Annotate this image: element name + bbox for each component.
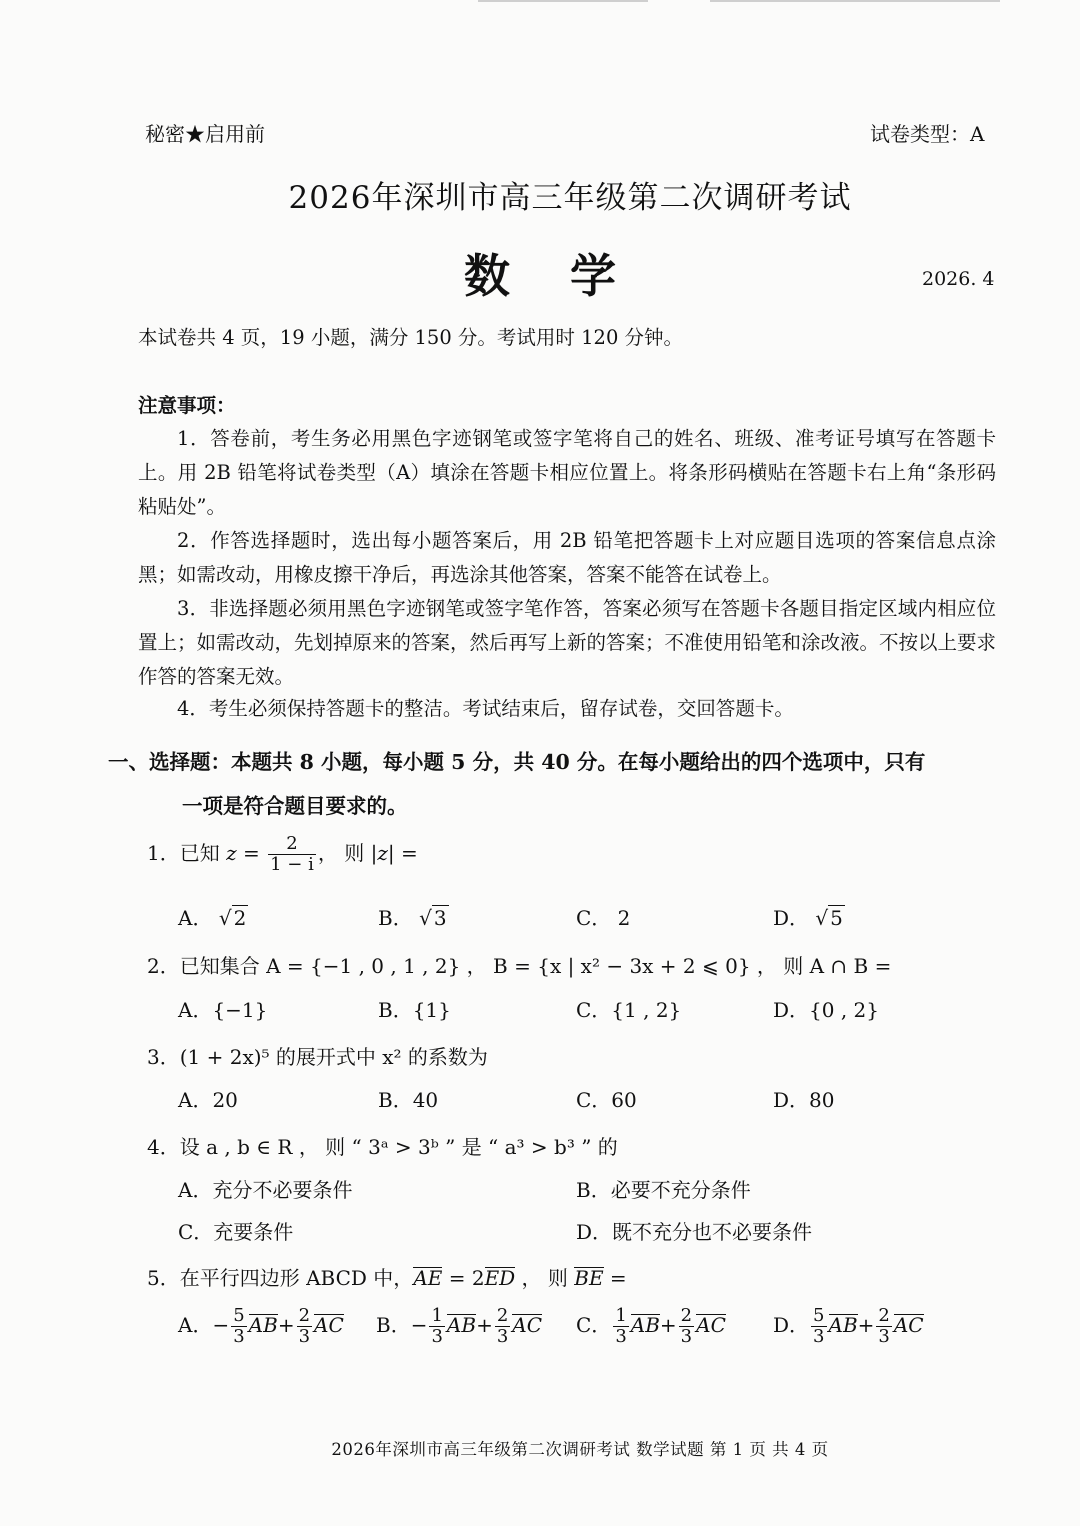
secret-label: 秘密★启用前 [145,122,265,146]
page-footer: 2026年深圳市高三年级第二次调研考试 数学试题 第 1 页 共 4 页 [331,1440,829,1459]
fraction [876,1306,891,1347]
option-a: A．20 [178,1088,238,1112]
fraction [268,834,316,875]
fraction-denominator: 3 [233,1326,245,1347]
option-b: B．40 [378,1088,439,1112]
question-text: 在平行四边形 ABCD 中， [179,1266,414,1290]
option-b [378,902,449,931]
fraction-numerator: 5 [233,1305,245,1326]
fraction [679,1306,694,1347]
fraction-denominator: 3 [496,1326,509,1347]
section-heading-line1: 一、选择题：本题共 8 小题，每小题 5 分，共 40 分。在每小题给出的四个选项中，只有 [108,750,926,774]
math-op: + [857,1313,875,1337]
option-b [376,1306,542,1347]
note-item: 4．考生必须保持答题卡的整洁。考试结束后，留存试卷，交回答题卡。 [177,697,794,720]
question-number: 1． [147,841,180,865]
vector: AB [630,1313,660,1337]
math-op: + [659,1313,677,1337]
option-label: D． [773,906,810,930]
option-label: A． [178,1313,213,1337]
question-text: ， 则 [515,1266,575,1290]
option-a: A．充分不必要条件 [178,1178,353,1202]
question-number: 2． [147,954,180,978]
question-text: 已知集合 A = {−1 , 0 , 1 , 2} ， B = {x | x² − 3x + 2 ⩽ 0} ， 则 A ∩ B = [179,954,892,978]
subject-title: 数学 [464,249,676,303]
option-d: D．80 [773,1088,835,1112]
question-text: 已知 [179,841,220,865]
question-number: 5． [147,1266,180,1290]
section-heading-line2: 一项是符合题目要求的。 [182,794,408,818]
option-label: C． [576,906,612,930]
question-text: ， 则 | [317,841,378,865]
option-d [773,1306,924,1347]
note-item: 3．非选择题必须用黑色字迹钢笔或签字笔作答，答案必须写在答题卡各题目指定区域内相应位置上；如需改动，先划掉原来的答案，然后再写上新的答案；不准使用铅笔和涂改液。不按以上要求作答的答案无效。 [138,597,997,688]
vector: BE [574,1266,604,1290]
option-value: 2 [617,906,631,930]
option-label: D． [773,1313,810,1337]
option-label: C． [576,1313,612,1337]
section-heading [108,740,998,828]
fraction [495,1306,510,1347]
sqrt: √ 3 [419,906,447,930]
fraction-numerator: 2 [496,1305,509,1326]
option-d: D．既不充分也不必要条件 [576,1220,813,1244]
paper-type-label: 试卷类型：A [870,122,985,146]
question-text: | = [387,841,418,865]
math-op: − [410,1313,428,1337]
option-a: A．{−1} [178,998,268,1022]
fraction-numerator: 2 [298,1305,311,1326]
fraction-numerator: 2 [268,834,316,855]
exam-title: 2026年深圳市高三年级第二次调研考试 [288,180,852,216]
question-text: 设 a , b ∈ R ， 则 “ 3ᵃ > 3ᵇ ” 是 “ a³ > b³ ” 的 [179,1135,618,1159]
option-b: B．{1} [378,998,451,1022]
sqrt-value: 5 [830,906,843,930]
option-c [576,1306,726,1347]
math-var: z [226,841,237,865]
fraction-numerator: 2 [878,1305,890,1326]
option-c: C．60 [576,1088,637,1112]
option-c [576,902,630,931]
option-label: B． [376,1313,411,1337]
fraction-denominator: 3 [298,1326,311,1347]
fraction [613,1306,628,1347]
fraction-numerator: 1 [615,1305,627,1326]
option-label: A． [178,906,213,930]
exam-date: 2026. 4 [922,268,995,290]
option-a [178,902,248,931]
fraction [429,1306,444,1347]
note-item: 1．答卷前，考生务必用黑色字迹钢笔或签字笔将自己的姓名、班级、准考证号填写在答题卡上。用 2B 铅笔将试卷类型（A）填涂在答题卡相应位置上。将条形码横贴在答题卡右上角“条形码粘贴处”。 [138,427,996,518]
note-item: 2．作答选择题时，选出每小题答案后，用 2B 铅笔把答题卡上对应题目选项的答案信息点涂黑；如需改动，用橡皮擦干净后，再选涂其他答案，答案不能答在试卷上。 [138,529,996,586]
fraction [811,1306,826,1347]
vector: AC [696,1313,726,1337]
option-c: C．{1 , 2} [576,998,682,1022]
vector: AC [314,1313,344,1337]
math-var: z [377,841,388,865]
question-number: 3． [147,1045,180,1069]
sqrt: √ 5 [815,906,843,930]
vector: AC [512,1313,543,1337]
option-a [178,1306,344,1347]
fraction-numerator: 5 [813,1305,825,1326]
option-d [773,902,845,931]
fraction-denominator: 3 [813,1326,825,1347]
sqrt-value: 3 [433,906,447,930]
question-3 [147,1041,488,1070]
fraction [297,1306,312,1347]
fraction-denominator: 3 [431,1326,443,1347]
fraction-denominator: 3 [615,1326,627,1347]
question-2 [147,950,891,979]
option-b: B．必要不充分条件 [576,1178,751,1202]
scan-artifact [478,0,648,2]
option-d: D．{0 , 2} [773,998,880,1022]
fraction-numerator: 2 [680,1305,693,1326]
vector: AB [828,1313,858,1337]
fraction-numerator: 1 [431,1305,443,1326]
math-op: − [212,1313,230,1337]
vector: ED [484,1266,516,1290]
math-op: = 2 [442,1266,485,1290]
vector: AE [413,1266,443,1290]
math-op: + [277,1313,295,1337]
option-label: B． [378,906,413,930]
exam-intro: 本试卷共 4 页，19 小题，满分 150 分。考试用时 120 分钟。 [138,326,684,349]
question-text: = [603,1266,627,1290]
question-4 [147,1131,618,1160]
scan-artifact [710,0,1000,2]
vector: AB [248,1313,278,1337]
sqrt: √ 2 [218,906,247,930]
notes-title: 注意事项： [138,394,236,417]
question-number: 4． [147,1135,180,1159]
fraction-denominator: 3 [878,1326,890,1347]
question-5 [147,1262,627,1291]
option-c: C．充要条件 [178,1220,294,1244]
fraction-denominator: 3 [680,1326,693,1347]
vector: AC [893,1313,924,1337]
question-text: (1 + 2x)⁵ 的展开式中 x² 的系数为 [179,1045,488,1069]
fraction [231,1306,246,1347]
sqrt-value: 2 [233,906,247,930]
math-op: = [236,841,267,865]
fraction-denominator: 1 − i [270,854,314,875]
vector: AB [446,1313,477,1337]
question-1 [147,834,418,875]
math-op: + [476,1313,493,1337]
